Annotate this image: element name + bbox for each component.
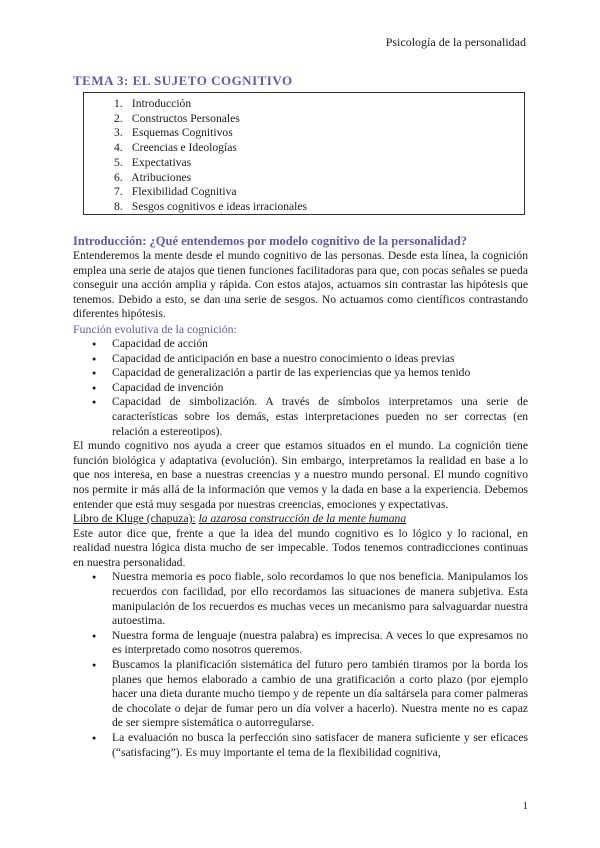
intro-paragraph: Entenderemos la mente desde el mundo cognitivo de las personas. Desde esta línea, la cognición emplea una serie de atajos que tienen funciones facilitadoras para que, con pocas señales se pueda conseguir una acción amplia y rápida. Con estos atajos, actuamos sin contrastar las hipótesis que tenemos. Debido a esto, se dan una serie de sesgos. No actuamos como científicos contrastando diferentes hipótesis.	[73, 249, 528, 321]
toc-item-number: 8.	[114, 199, 123, 213]
toc-item	[114, 200, 524, 215]
list-item: ● Buscamos la planificación sistemática del futuro pero también tiramos por la borda los planes que hemos elaborado a cambio de una gratificación a corto plazo (por ejemplo hacer una dieta durante mucho tiempo y de repente un día saltársela para comer palmeras de chocolate o dejar de fumar pero un día volver a hacerlo). Nuestra mente no es capaz de ser siempre sistemática o autorregularse.	[112, 658, 528, 731]
list-item: ● Capacidad de acción	[112, 337, 528, 352]
book-list	[73, 570, 528, 760]
toc-item	[114, 141, 524, 156]
toc-item-label: Atribuciones	[131, 170, 192, 184]
list-item: ● Capacidad de simbolización. A través de símbolos interpretamos una serie de características sobre los demás, estas interpretaciones pueden no ser correctas (en relación a estereotipos).	[112, 395, 528, 439]
list-item: ● Capacidad de invención	[112, 381, 528, 396]
book-paragraph: Este autor dice que, frente a que la idea del mundo cognitivo es lo lógico y lo racional, en realidad nuestra lógica dista mucho de ser impecable. Todos tenemos contradicciones continuas en nuestra personalidad.	[73, 526, 528, 569]
toc-item-number: 2.	[114, 111, 123, 125]
world-paragraph: El mundo cognitivo nos ayuda a creer que estamos situados en el mundo. La cognición tiene función biológica y adaptativa (evolución). Sin embargo, interpretamos la realidad en base a lo que nos interesa, en base a nuestras creencias y a nuestro mundo personal. El mundo cognitivo nos permite ir más allá de la información que vemos y la dada en base a la experiencia. Debemos entender que está muy sesgada por nuestras creencias, emociones y expectativas.	[73, 439, 528, 511]
toc-item-number: 1.	[114, 97, 123, 110]
toc-item	[114, 156, 524, 171]
toc-item-number: 6.	[114, 170, 123, 184]
book-reference	[73, 512, 528, 527]
toc-item-label: Flexibilidad Cognitiva	[131, 185, 237, 199]
toc-item-label: Creencias e Ideologías	[131, 141, 237, 155]
intro-heading: Introducción: ¿Qué entendemos por modelo cognitivo de la personalidad?	[73, 234, 468, 248]
book-subtitle: la azarosa construcción de la mente humana	[198, 512, 407, 526]
toc-item	[114, 97, 524, 112]
toc-item	[114, 171, 524, 186]
toc-item	[114, 185, 524, 200]
book-label: Libro de Kluge (chapuza):	[73, 512, 196, 526]
page-number: 1	[522, 800, 528, 812]
toc-item-number: 4.	[114, 141, 123, 155]
list-item: ● Nuestra memoria es poco fiable, solo recordamos lo que nos beneficia. Manipulamos los recuerdos con facilidad, por ello recordamos las situaciones de manera subjetiva. Esta manipulación de los recuerdos es muchas veces un mecanismo para salvaguardar nuestra autoestima.	[112, 570, 528, 628]
toc-item	[114, 126, 524, 141]
list-item: ● Nuestra forma de lenguaje (nuestra palabra) es imprecisa. A veces lo que expresamos no es interpretado como nosotros queremos.	[112, 629, 528, 658]
toc-item-number: 5.	[114, 155, 123, 169]
running-header: Psicología de la personalidad	[385, 35, 526, 49]
toc-item-label: Expectativas	[131, 155, 192, 169]
main-content	[73, 233, 528, 760]
toc-item-number: 3.	[114, 126, 123, 140]
list-item: ● La evaluación no busca la perfección sino satisfacer de manera suficiente y ser eficaces (“satisfacing”). Es muy importante el tema de la flexibilidad cognitiva,	[112, 731, 528, 760]
list-item: ● Capacidad de generalización a partir de las experiencias que ya hemos tenido	[112, 366, 528, 381]
toc-item-label: Esquemas Cognitivos	[131, 126, 233, 140]
toc-item-label: Sesgos cognitivos e ideas irracionales	[131, 199, 308, 213]
toc-item-number: 7.	[114, 185, 123, 199]
evolutive-list	[73, 337, 528, 439]
page-title: TEMA 3: EL SUJETO COGNITIVO	[73, 73, 293, 88]
list-item: ● Capacidad de anticipación en base a nuestro conocimiento o ideas previas	[112, 352, 528, 367]
toc-item-label: Introducción	[131, 97, 192, 110]
table-of-contents	[83, 92, 525, 215]
toc-item	[114, 112, 524, 127]
toc-item-label: Constructos Personales	[131, 111, 240, 125]
evolutive-heading: Función evolutiva de la cognición:	[73, 321, 237, 336]
